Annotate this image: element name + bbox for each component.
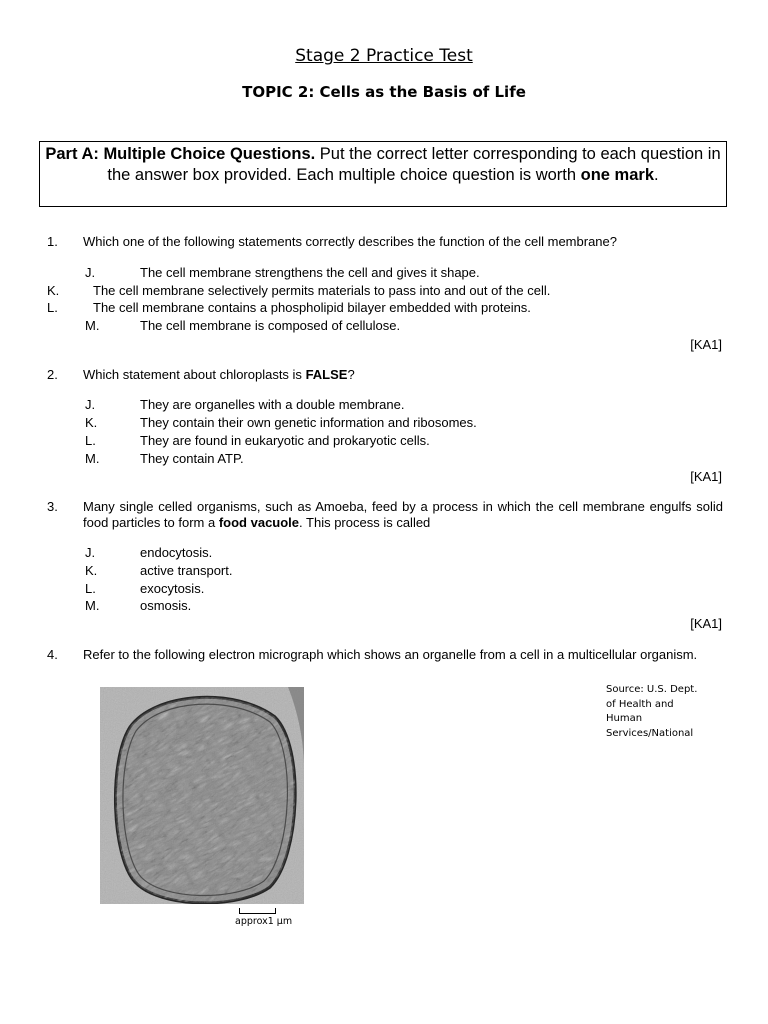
page-title: Stage 2 Practice Test — [295, 46, 473, 66]
q2-text-pre: Which statement about chloroplasts is — [83, 367, 306, 382]
source-line: Source: U.S. Dept. — [606, 684, 698, 695]
q2-option-m-text: They contain ATP. — [140, 451, 244, 466]
question-1-text: Which one of the following statements correctly describes the function of the cell membrane? — [83, 234, 617, 249]
q3-text-bold: food vacuole — [218, 515, 300, 530]
question-2-text — [83, 367, 723, 383]
q1-mark: [KA1] — [690, 337, 722, 352]
scale-bar — [239, 908, 276, 914]
q1-option-j-letter: J. — [85, 265, 96, 280]
instructions-text: Put the correct letter corresponding to each question in the answer box provided. Each multiple choice question is worth — [107, 145, 721, 184]
q1-option-j-text: The cell membrane strengthens the cell and gives it shape. — [140, 265, 480, 280]
source-line: of Health and — [606, 698, 674, 710]
question-3-number: 3. — [47, 499, 58, 514]
source-line: Services/National — [606, 727, 694, 739]
instructions-box — [39, 141, 727, 207]
q3-option-j-letter: J. — [85, 545, 96, 560]
q3-option-k-letter: K. — [85, 563, 98, 578]
q2-option-m-letter: M. — [85, 451, 100, 466]
q2-text-bold: FALSE — [305, 367, 348, 382]
question-2-number: 2. — [47, 367, 58, 382]
instructions-bold: one mark — [580, 166, 655, 184]
scale-label: approx1 μm — [235, 916, 293, 927]
q3-option-l-text: exocytosis. — [140, 581, 205, 596]
topic-heading: TOPIC 2: Cells as the Basis of Life — [242, 83, 526, 101]
q1-option-k-letter: K. — [47, 283, 60, 298]
q1-option-m-text: The cell membrane is composed of cellulose. — [140, 318, 401, 333]
q2-option-k-letter: K. — [85, 415, 98, 430]
instructions-heading: Part A: Multiple Choice Questions. — [45, 145, 316, 163]
q3-text-pre: Many single celled organisms, such as Amoeba, feed by a process in which the cell membrane engulfs solid food particles to form a — [83, 499, 723, 530]
q3-option-m-text: osmosis. — [140, 598, 192, 613]
question-4-number: 4. — [47, 647, 58, 662]
q3-option-m-letter: M. — [85, 598, 100, 613]
q1-option-l-text: The cell membrane contains a phospholipid bilayer embedded with proteins. — [93, 300, 531, 315]
q2-option-l-letter: L. — [85, 433, 96, 448]
q3-option-l-letter: L. — [85, 581, 96, 596]
q1-option-l-letter: L. — [47, 300, 58, 315]
source-line: Human — [606, 713, 643, 724]
q2-mark: [KA1] — [690, 469, 722, 484]
q2-option-j-letter: J. — [85, 397, 96, 412]
q1-option-m-letter: M. — [85, 318, 100, 333]
q3-option-k-text: active transport. — [140, 563, 233, 578]
q3-text-post: . This process is called — [299, 515, 431, 530]
electron-micrograph — [100, 687, 304, 904]
instructions-end: . — [654, 166, 659, 184]
q2-option-l-text: They are found in eukaryotic and prokaryotic cells. — [140, 433, 430, 448]
q3-option-j-text: endocytosis. — [140, 545, 213, 560]
question-1-number: 1. — [47, 234, 58, 249]
question-3-text — [83, 499, 723, 531]
question-4-text: Refer to the following electron micrograph which shows an organelle from a cell in a multicellular organism. — [83, 647, 698, 662]
q1-option-k-text: The cell membrane selectively permits materials to pass into and out of the cell. — [93, 283, 551, 298]
figure-source — [606, 683, 706, 741]
q3-mark: [KA1] — [690, 616, 722, 631]
q2-text-post: ? — [347, 367, 355, 382]
q2-option-j-text: They are organelles with a double membrane. — [140, 397, 405, 412]
q2-option-k-text: They contain their own genetic information and ribosomes. — [140, 415, 477, 430]
